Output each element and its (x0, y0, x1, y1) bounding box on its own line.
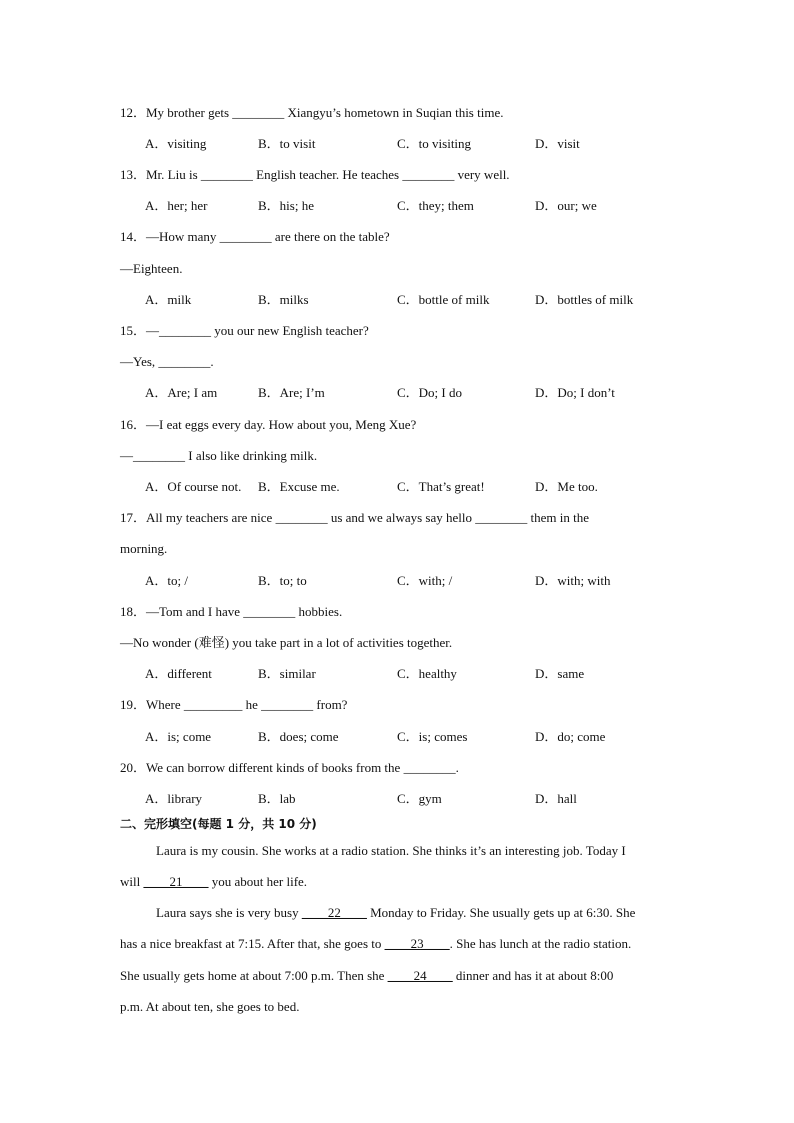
passage-text: . She has lunch at the radio station. (449, 936, 632, 951)
option-d: D．Do; I don’t (535, 385, 615, 400)
question-17-continuation: morning. (120, 541, 168, 556)
passage-text: Monday to Friday. She usually gets up at 6:30. She (366, 905, 636, 920)
option-a: A．library (145, 791, 203, 806)
question-15: 15．—________ you our new English teacher? (120, 323, 369, 338)
question-18: 18．—Tom and I have ________ hobbies. (120, 604, 343, 619)
option-c: C．to visiting (397, 136, 472, 151)
passage-text: Laura says she is very busy (156, 905, 302, 920)
question-18-answer-line: —No wonder (难怪) you take part in a lot of activities together. (120, 635, 453, 650)
option-a: A．is; come (145, 729, 212, 744)
question-15-answer-line: —Yes, ________. (120, 354, 214, 369)
option-b: B．lab (258, 791, 296, 806)
blank-23: ____23____ (384, 936, 450, 951)
question-20-options (145, 791, 685, 807)
option-a: A．Of course not. (145, 479, 242, 494)
passage-text: you about her life. (208, 874, 308, 889)
passage-p2-line1 (156, 905, 681, 921)
option-d: D．hall (535, 791, 577, 806)
option-b: B．Excuse me. (258, 479, 340, 494)
option-c: C．they; them (397, 198, 474, 213)
question-16: 16．—I eat eggs every day. How about you, Meng Xue? (120, 417, 417, 432)
question-16-answer-line: —________ I also like drinking milk. (120, 448, 318, 463)
option-c: C．bottle of milk (397, 292, 490, 307)
passage-p2-line3 (120, 968, 680, 984)
option-a: A．her; her (145, 198, 208, 213)
passage-text: She usually gets home at about 7:00 p.m. Then she (120, 968, 388, 983)
option-d: D．our; we (535, 198, 597, 213)
passage-text: dinner and has it at about 8:00 (452, 968, 614, 983)
option-a: A．milk (145, 292, 192, 307)
blank-24: ____24____ (387, 968, 453, 983)
question-14: 14．—How many ________ are there on the table? (120, 229, 390, 244)
question-17: 17．All my teachers are nice ________ us and we always say hello ________ them in the (120, 510, 589, 525)
question-15-options (145, 385, 685, 401)
question-19-options (145, 729, 685, 745)
option-c: C．Do; I do (397, 385, 463, 400)
passage-text: will (120, 874, 144, 889)
passage-p2-line2 (120, 936, 680, 952)
option-a: A．visiting (145, 136, 207, 151)
question-16-options (145, 479, 685, 495)
blank-22: ____22____ (301, 905, 367, 920)
question-17-options (145, 573, 685, 589)
question-13-options (145, 198, 685, 214)
passage-p1-line1: Laura is my cousin. She works at a radio station. She thinks it’s an interesting job. Today I (156, 843, 626, 858)
question-18-options (145, 666, 685, 682)
option-c: C．healthy (397, 666, 457, 681)
option-b: B．milks (258, 292, 309, 307)
option-b: B．similar (258, 666, 316, 681)
option-d: D．Me too. (535, 479, 598, 494)
option-b: B．Are; I’m (258, 385, 325, 400)
option-c: C．That’s great! (397, 479, 485, 494)
option-d: D．with; with (535, 573, 611, 588)
option-b: B．his; he (258, 198, 314, 213)
option-c: C．with; / (397, 573, 453, 588)
option-a: A．to; / (145, 573, 188, 588)
passage-p1-line2 (120, 874, 680, 890)
question-12: 12．My brother gets ________ Xiangyu’s hometown in Suqian this time. (120, 105, 504, 120)
option-d: D．do; come (535, 729, 606, 744)
passage-p2-line4: p.m. At about ten, she goes to bed. (120, 999, 300, 1014)
option-a: A．Are; I am (145, 385, 218, 400)
question-13: 13．Mr. Liu is ________ English teacher. He teaches ________ very well. (120, 167, 510, 182)
option-c: C．gym (397, 791, 442, 806)
question-20: 20．We can borrow different kinds of books from the ________. (120, 760, 459, 775)
option-d: D．same (535, 666, 585, 681)
question-14-options (145, 292, 685, 308)
question-19: 19．Where _________ he ________ from? (120, 697, 348, 712)
passage-text: has a nice breakfast at 7:15. After that, she goes to (120, 936, 385, 951)
option-b: B．to visit (258, 136, 316, 151)
question-12-options (145, 136, 685, 152)
blank-21: ____21____ (143, 874, 209, 889)
question-14-answer-line: —Eighteen. (120, 261, 183, 276)
option-d: D．visit (535, 136, 580, 151)
option-a: A．different (145, 666, 212, 681)
option-c: C．is; comes (397, 729, 468, 744)
option-b: B．does; come (258, 729, 339, 744)
option-d: D．bottles of milk (535, 292, 634, 307)
section-title: 二、完形填空(每题 1 分，共 10 分) (120, 817, 317, 831)
option-b: B．to; to (258, 573, 307, 588)
